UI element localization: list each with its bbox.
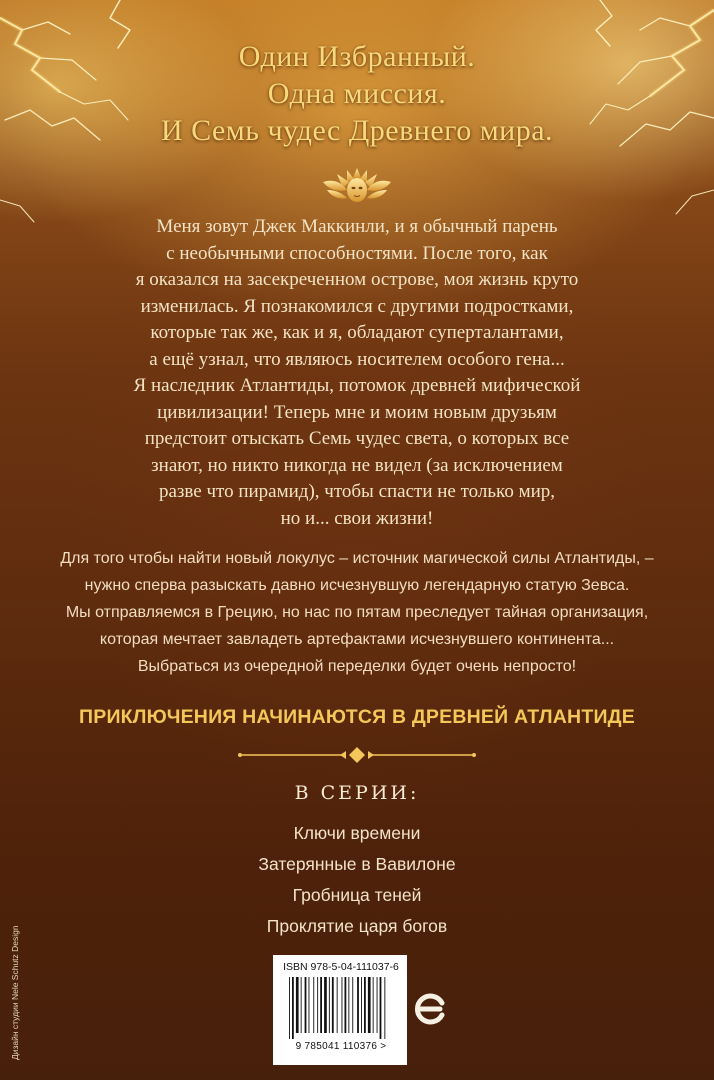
barcode-bar [342,977,343,1033]
barcode-bar [345,977,347,1033]
barcode-bar [373,977,374,1033]
main-blurb [70,214,644,532]
main-blurb-line: предстоит отыскать Семь чудес света, о которых все [144,428,570,449]
motto-line-2: Одна миссия. [267,77,447,110]
secondary-blurb-line: которая мечтает завладеть артефактами исчезнувшего континента... [99,631,615,648]
motto-line-3: И Семь чудес Древнего мира. [160,114,554,147]
main-blurb-line: с необычными способностями. После того, как [166,242,548,264]
main-blurb-line: Меня зовут Джек Маккинли, и я обычный парень [156,216,558,237]
series-title: Ключи времени [293,823,421,843]
winged-sun-mask-icon [317,164,397,206]
series-list [0,818,714,942]
barcode-bar [305,977,307,1033]
barcode-block [273,955,407,1065]
barcode-icon [287,977,395,1039]
series-title: Гробница теней [292,885,422,905]
barcode-bar [361,977,362,1033]
tagline: ПРИКЛЮЧЕНИЯ НАЧИНАЮТСЯ В ДРЕВНЕЙ АТЛАНТИДЕ [79,706,635,728]
barcode-bar [364,977,366,1033]
secondary-blurb [20,545,694,680]
main-blurb-line: а ещё узнал, что являюсь носителем особого гена... [149,348,565,370]
barcode-bar [352,977,353,1033]
barcode-bar [357,977,359,1033]
secondary-blurb-line: Для того чтобы найти новый локулус – источник магической силы Атлантиды, – [60,550,654,567]
secondary-blurb-line: нужно сперва разыскать давно исчезнувшую легендарную статую Зевса. [84,577,630,594]
barcode-bar [301,977,302,1033]
barcode-bar [377,977,378,1033]
barcode-bar [292,977,294,1039]
main-blurb-line: Я наследник Атлантиды, потомок древней мифической [133,375,581,396]
barcode-bar [309,977,310,1033]
main-blurb-line: разве что пирамид), чтобы спасти не только мир, [158,481,556,502]
barcode-bar [329,977,330,1033]
secondary-blurb-line: Мы отправляемся в Грецию, но нас по пятам преследует тайная организация, [65,604,649,621]
main-blurb-line: изменилась. Я познакомился с другими подростками, [140,295,574,317]
barcode-bar [384,977,385,1039]
main-blurb-line: цивилизации! Теперь мне и моим новым друзьям [157,401,557,423]
secondary-blurb-line: Выбраться из очередной переделки будет очень непросто! [137,658,577,675]
main-blurb-line: но и... свои жизни! [280,507,434,529]
barcode-bar [368,977,371,1033]
eksmo-e-logo-icon [409,988,451,1030]
barcode-bar [317,977,318,1033]
isbn-number: ISBN 978-5-04-111037-6 [283,961,399,973]
barcode-bar [348,977,349,1033]
barcode-digits: 9 785041 110376 > [295,1041,387,1052]
main-blurb-line: которые так же, как и я, обладают суперталантами, [150,322,564,343]
barcode-bar [324,977,327,1033]
motto-line-1: Один Избранный. [238,40,476,73]
series-title: Затерянные в Вавилоне [258,854,456,874]
ornamental-divider [232,744,482,766]
series-heading: В СЕРИИ: [294,782,420,804]
barcode-bar [320,977,322,1033]
series-title: Проклятие царя богов [266,916,448,936]
cover-motto [0,38,714,149]
main-blurb-line: я оказался на засекреченном острове, моя жизнь круто [135,269,579,290]
barcode-bar [296,977,299,1033]
barcode-bar [332,977,334,1033]
barcode-bar [380,977,382,1039]
barcode-bar [337,977,338,1033]
design-credit: Дизайн студии Nele Schutz Design [10,925,20,1060]
barcode-bar [289,977,290,1039]
main-blurb-line: знают, но никто никогда не видел (за исключением [151,454,563,476]
barcode-bar [313,977,314,1033]
